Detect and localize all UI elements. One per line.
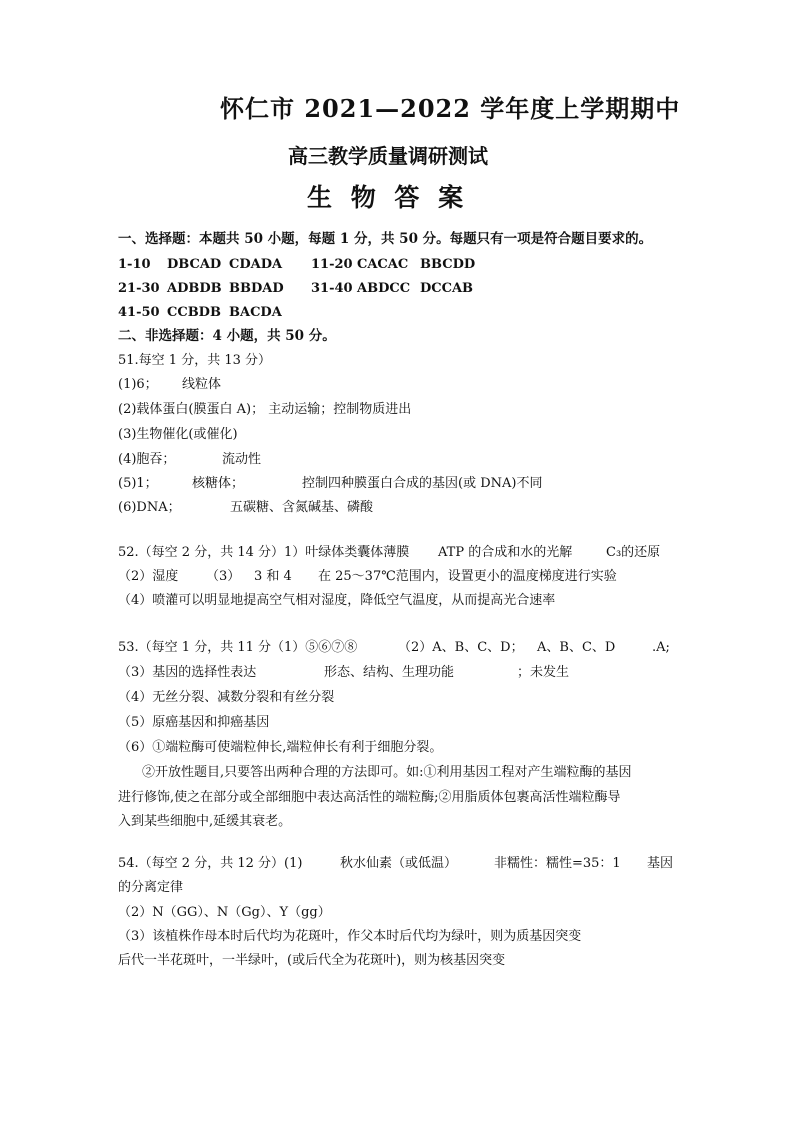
document-title: 怀仁市 2021—2022 学年度上学期期中 xyxy=(220,94,681,123)
q54-line: 54.（每空 2 分，共 12 分）(1) xyxy=(118,856,303,871)
answer-group: CCBDB xyxy=(167,305,221,320)
q53-line: 入到某些细胞中,延缓其衰老。 xyxy=(118,814,292,829)
q53-line: （5）原癌基因和抑癌基因 xyxy=(118,715,270,730)
q52-line: （3） xyxy=(206,569,241,584)
range-label: 21-30 xyxy=(118,281,160,296)
answer-group: DCCAB xyxy=(420,281,474,296)
range-label: 11-20 xyxy=(311,257,353,272)
answer-group: CACAC xyxy=(357,257,409,272)
answer-group: BBCDD xyxy=(420,257,476,272)
q53-line: 形态、结构、生理功能 xyxy=(324,665,455,680)
answer-group: BBDAD xyxy=(229,281,284,296)
answer-group: ADBDB xyxy=(167,281,222,296)
q52-line: ATP 的合成和水的光解 xyxy=(438,545,573,560)
q54-line: 非糯性：糯性=35：1 xyxy=(494,856,621,871)
range-label: 41-50 xyxy=(118,305,160,320)
q51-heading: 51.每空 1 分，共 13 分） xyxy=(118,353,272,368)
q51-line: (5)1； xyxy=(118,476,158,491)
q53-line: （3）基因的选择性表达 xyxy=(118,665,257,680)
q52-line: 52.（每空 2 分，共 14 分）1）叶绿体类囊体薄膜 xyxy=(118,545,410,560)
q51-line: (6)DNA； xyxy=(118,500,181,515)
section-heading-choice: 一、选择题：本题共 50 小题，每题 1 分，共 50 分。每题只有一项是符合题目要求的。 xyxy=(118,231,653,247)
q54-line: 秋水仙素（或低温） xyxy=(340,856,458,871)
range-label: 31-40 xyxy=(311,281,353,296)
q51-line: (3)生物催化(或催化) xyxy=(118,427,238,442)
q51-line: 五碳糖、含氮碱基、磷酸 xyxy=(230,500,374,515)
q51-line: 线粒体 xyxy=(182,377,222,392)
q51-line: 控制四种膜蛋白合成的基因(或 DNA)不同 xyxy=(302,476,543,491)
q53-line: 进行修饰,使之在部分或全部细胞中表达高活性的端粒酶;②用脂质体包裹高活性端粒酶导 xyxy=(118,790,621,805)
q53-line: A、B、C、D xyxy=(537,640,616,655)
answer-group: CDADA xyxy=(229,257,283,272)
q53-line: （4）无丝分裂、减数分裂和有丝分裂 xyxy=(118,690,335,705)
q53-line: ②开放性题目,只要答出两种合理的方法即可。如:①利用基因工程对产生端粒酶的基因 xyxy=(142,765,632,780)
q52-line: 3 和 4 xyxy=(254,569,292,584)
q53-line: .A; xyxy=(652,640,670,655)
q53-line: （2）A、B、C、D； xyxy=(398,640,524,655)
subject-heading: 生 物 答 案 xyxy=(307,183,466,212)
range-label: 1-10 xyxy=(118,257,151,272)
q51-line: 核糖体； xyxy=(192,476,245,491)
q54-line: （3）该植株作母本时后代均为花斑叶，作父本时后代均为绿叶，则为质基因突变 xyxy=(118,929,582,944)
q52-line: （4）喷灌可以明显地提高空气相对湿度，降低空气温度，从而提高光合速率 xyxy=(118,593,556,608)
q51-line: (4)胞吞； xyxy=(118,452,176,467)
answer-group: ABDCC xyxy=(357,281,411,296)
q51-line: (1)6； xyxy=(118,377,158,392)
answer-group: BACDA xyxy=(229,305,282,320)
q53-line: 53.（每空 1 分，共 11 分（1）⑤⑥⑦⑧ xyxy=(118,640,358,655)
q54-line: 的分离定律 xyxy=(118,880,184,895)
q53-line: （6）①端粒酶可使端粒伸长,端粒伸长有利于细胞分裂。 xyxy=(118,740,443,755)
section-heading-nonchoice: 二、非选择题：4 小题，共 50 分。 xyxy=(118,328,336,344)
q51-line: 流动性 xyxy=(222,452,262,467)
document-subtitle: 高三教学质量调研测试 xyxy=(288,144,488,168)
answer-group: DBCAD xyxy=(167,257,222,272)
q51-line: (2)载体蛋白(膜蛋白 A)； 主动运输；控制物质进出 xyxy=(118,402,412,417)
q52-line: （2）湿度 xyxy=(118,569,179,584)
q52-line: C₃的还原 xyxy=(606,545,661,560)
q54-line: 基因 xyxy=(647,856,674,871)
q53-line: ；未发生 xyxy=(517,665,570,680)
q54-line: 后代一半花斑叶，一半绿叶，(或后代全为花斑叶)，则为核基因突变 xyxy=(118,953,506,968)
q52-line: 在 25～37℃范围内，设置更小的温度梯度进行实验 xyxy=(318,569,617,584)
q54-line: （2）N（GG）、N（Gg）、Y（gg） xyxy=(118,905,331,920)
